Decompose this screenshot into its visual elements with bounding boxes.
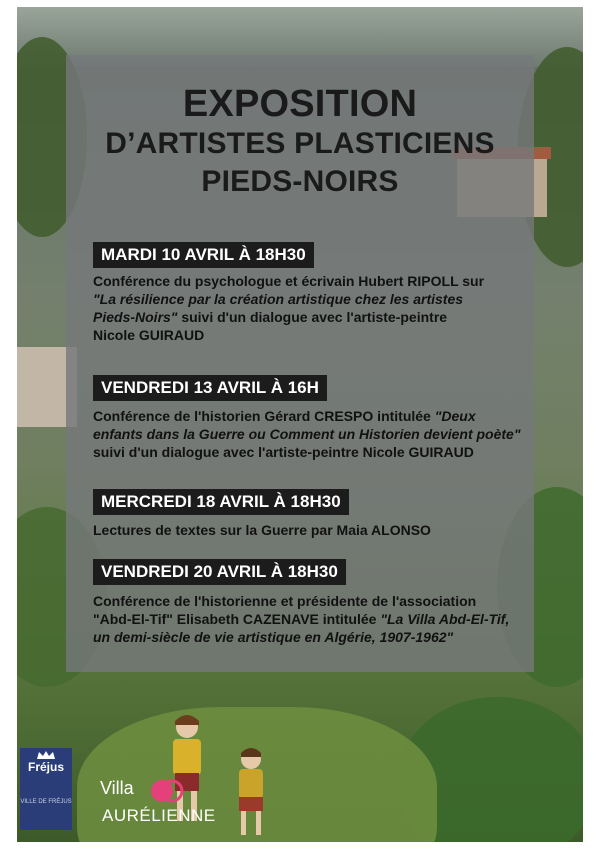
event-text-line <box>93 407 525 425</box>
poster-title: EXPOSITION <box>182 83 418 125</box>
event-description <box>93 407 525 461</box>
event-date-badge: MERCREDI 18 AVRIL À 18H30 <box>93 489 349 515</box>
event-text: Conférence de l'historien Gérard CRESPO intitulée <box>93 408 435 424</box>
event-text-line <box>93 610 525 628</box>
poster-subtitle-line: PIEDS-NOIRS <box>201 165 399 198</box>
crown-icon <box>36 750 56 760</box>
event-description <box>93 521 525 539</box>
event-panel <box>66 55 534 672</box>
event-description <box>93 272 525 344</box>
event-text-line: Lectures de textes sur la Guerre par Maia ALONSO <box>93 522 431 538</box>
event-text-line: enfants dans la Guerre ou Comment un Historien devient poète" <box>93 426 521 442</box>
event-text-line <box>93 308 525 326</box>
event-text: "Abd-El-Tif" Elisabeth CAZENAVE intitulée <box>93 611 381 627</box>
event-text: suivi d'un dialogue avec l'artiste-peintre <box>177 309 448 325</box>
event-text-italic: "La Villa Abd-El-Tif, <box>380 611 510 627</box>
villa-logo-subtext: AURÉLIENNE <box>102 806 216 825</box>
villa-logo-text: Villa <box>100 778 134 798</box>
event-description <box>93 592 525 646</box>
event-text-line: suivi d'un dialogue avec l'artiste-peintre Nicole GUIRAUD <box>93 444 474 460</box>
event-text-line: Conférence de l'historienne et présidente de l'association <box>93 593 477 609</box>
villa-aurelienne-logo <box>100 778 216 836</box>
frejus-logo <box>20 748 72 830</box>
event-text-italic: Pieds-Noirs" <box>93 309 178 325</box>
event-text-line: Conférence du psychologue et écrivain Hubert RIPOLL sur <box>93 273 485 289</box>
event-text-line: "La résilience par la création artistique chez les artistes <box>93 291 464 307</box>
poster-subtitle-line: D’ARTISTES PLASTICIENS <box>105 127 495 160</box>
villa-circle-icon <box>146 776 186 806</box>
event-date-badge: MARDI 10 AVRIL À 18H30 <box>93 242 314 268</box>
event-text-line: Nicole GUIRAUD <box>93 327 205 343</box>
poster-background <box>17 7 583 842</box>
event-date-badge: VENDREDI 20 AVRIL À 18H30 <box>93 559 346 585</box>
event-text-line: un demi-siècle de vie artistique en Algérie, 1907-1962" <box>93 629 454 645</box>
frejus-logo-subtext: VILLE DE FRÉJUS <box>20 799 72 805</box>
frejus-logo-text: Fréjus <box>27 760 64 774</box>
event-text-italic: "Deux <box>434 408 476 424</box>
event-date-badge: VENDREDI 13 AVRIL À 16H <box>93 375 327 401</box>
